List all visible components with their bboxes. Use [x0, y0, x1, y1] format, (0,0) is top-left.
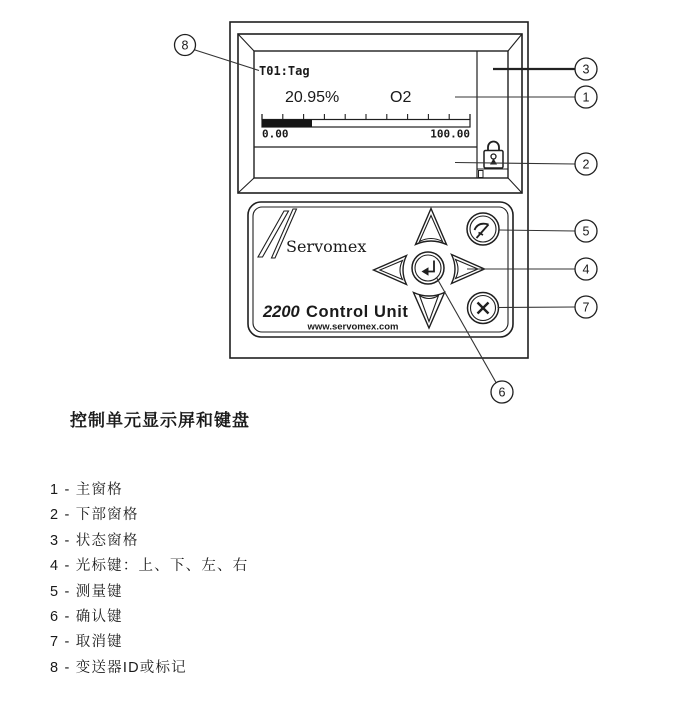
callout-number: 2: [582, 157, 590, 172]
legend-item-4: 4 - 光标键：上、下、左、右: [50, 558, 249, 575]
website-url: www.servomex.com: [307, 321, 399, 333]
callout-6: [491, 381, 513, 403]
scale-min-label: 0.00: [262, 127, 289, 141]
callout-number: 1: [582, 90, 590, 105]
callout-2: [575, 153, 597, 175]
figure-caption: 控制单元显示屏和键盘: [70, 411, 250, 430]
callout-1: [575, 86, 597, 108]
callout-number: 8: [181, 38, 189, 53]
measure-key: [467, 213, 499, 245]
legend-item-7: 7 - 取消键: [50, 634, 123, 651]
brand-name: Servomex: [286, 237, 367, 256]
measure-key-inner: [470, 216, 496, 242]
scale-max-label: 100.00: [430, 127, 470, 141]
callout-number: 6: [498, 385, 506, 400]
leader-line-7: [498, 307, 576, 308]
legend-item-2: 2 - 下部窗格: [50, 507, 139, 524]
legend-item-6: 6 - 确认键: [50, 609, 123, 626]
callout-number: 3: [582, 62, 590, 77]
callout-number: 5: [582, 224, 590, 239]
legend-item-5: 5 - 测量键: [50, 583, 123, 600]
cancel-key: [468, 293, 499, 324]
measurement-reading: 20.95%: [285, 89, 340, 106]
enter-key: [412, 252, 444, 284]
legend-item-3: 3 - 状态窗格: [50, 532, 139, 549]
callout-5: [575, 220, 597, 242]
legend-item-8: 8 - 变送器ID或标记: [50, 659, 187, 676]
legend-item-1: 1 - 主窗格: [50, 482, 123, 498]
callout-8: [175, 35, 196, 56]
callout-number: 7: [582, 300, 590, 315]
shelf-tick: [479, 171, 484, 178]
model-number: 2200: [263, 303, 300, 321]
callout-4: [575, 258, 597, 280]
legend-list: [50, 478, 248, 681]
gauge-fill: [262, 120, 312, 128]
callout-number: 4: [582, 262, 590, 277]
transmitter-tag: T01:Tag: [259, 64, 310, 78]
callout-3: [575, 58, 597, 80]
callout-7: [575, 296, 597, 318]
keyhole-head: [491, 154, 496, 159]
gas-label: O2: [390, 89, 412, 106]
product-name: Control Unit: [306, 303, 409, 321]
